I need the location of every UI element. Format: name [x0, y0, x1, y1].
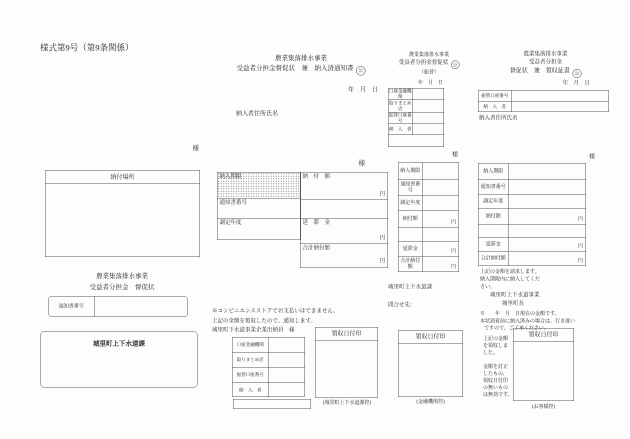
total-label — [399, 257, 423, 272]
request-line2: 納入期限内に納入してくだ — [480, 276, 540, 282]
fiscal-text: 調定年度 — [400, 199, 421, 206]
fiscal-label — [479, 195, 509, 209]
account-value — [269, 368, 305, 383]
table-row — [479, 102, 609, 112]
spare-row — [389, 135, 444, 146]
amount-yen: 円 — [379, 191, 385, 198]
fiscal-text: 調定年度 — [483, 198, 504, 204]
amount-text: 納付額 — [485, 213, 501, 219]
middle-header-line3: （振替） — [419, 69, 439, 75]
payer-label — [479, 102, 512, 112]
payer-label-text: 納 入 者 — [483, 103, 506, 109]
center-header-text: 受益者分担金督促状 兼 納入済通知書 — [236, 64, 354, 72]
payment-place-box — [45, 170, 200, 257]
office-name: 城里町上下水道課 — [92, 339, 145, 347]
fiscal-year-cell — [218, 219, 301, 239]
empty-value — [423, 228, 459, 242]
addressee-sama: 様 — [192, 144, 199, 152]
center-header-line1: 農業集落排水事業 — [274, 54, 327, 62]
total-value — [509, 252, 586, 266]
crossing-note2: ですので、ご了承ください。 — [484, 325, 549, 331]
receipt-note: した。 — [483, 350, 498, 356]
receipt-note: を領収しま — [483, 343, 508, 349]
table-row — [399, 211, 459, 228]
center-header-line2 — [210, 64, 392, 76]
late-text: 延滞金 — [485, 241, 501, 247]
bank-label-text: 口座金融機関 — [389, 88, 412, 99]
receipt-note: したもの、 — [483, 371, 508, 377]
notice-label — [479, 180, 509, 195]
account-label-text: 振替口座番号 — [481, 93, 509, 99]
table-row — [233, 353, 305, 368]
empty-label — [399, 228, 423, 242]
branch-label-text: 取りまとめ店 — [236, 357, 264, 363]
branch-label-text: 取りまとめ店 — [389, 100, 412, 111]
center-payer-label: 納入者住所氏名 — [236, 110, 279, 117]
yen-text: 円 — [451, 248, 456, 254]
branch-label — [389, 100, 413, 113]
payer-label — [389, 124, 413, 135]
table-row — [399, 242, 459, 257]
middle-contact: 問合せ先： — [388, 302, 416, 308]
bank-value — [413, 89, 444, 100]
fiscal-value — [509, 195, 586, 209]
middle-office: 城里町上下水道課 — [388, 284, 432, 290]
payer-label-text: 納 入 者 — [389, 126, 412, 132]
receipt-stamp-label: 領収日付印 — [399, 331, 463, 344]
notice-value — [423, 180, 459, 196]
public-seal-icon: 公 — [451, 61, 460, 70]
middle-bank-table — [388, 88, 444, 147]
right-sama: 様 — [588, 153, 595, 160]
table-row — [233, 368, 305, 383]
right-date: 年 月 日 — [562, 80, 590, 86]
bank-label — [233, 338, 269, 353]
due-label — [479, 164, 509, 180]
empty-cell — [301, 200, 388, 219]
empty-value — [509, 225, 586, 238]
center-table-right — [300, 172, 388, 268]
total-label: 合計納付額 — [302, 245, 330, 251]
account-label — [389, 113, 413, 124]
table-row — [389, 113, 444, 124]
receipt-stamp-label: 領収日付印 — [514, 329, 574, 342]
receipt-note: 金額を訂正 — [483, 364, 508, 370]
total-value — [423, 257, 459, 272]
right-header-line3 — [478, 67, 613, 78]
yen-text: 円 — [451, 219, 456, 225]
amount-label — [399, 211, 423, 228]
payer-label — [233, 383, 269, 398]
late-text: 延滞金 — [402, 245, 418, 252]
table-row — [479, 209, 586, 225]
branch-value — [413, 100, 444, 113]
center-note-received: 上記の金額を領収したので、通知します。 — [212, 318, 316, 324]
table-row — [479, 252, 586, 266]
receipt-note: 上記の金額 — [483, 336, 508, 342]
fiscal-value — [423, 196, 459, 211]
center-sama: 様 — [358, 159, 365, 167]
yen-text: 円 — [451, 264, 456, 270]
receipt-stamp-box-2 — [398, 330, 463, 397]
issuer-mayor: 城里町長 — [502, 300, 524, 307]
middle-header-line1: 農業集落排水事業 — [409, 52, 449, 58]
receipt-note: 領収日付印 — [483, 378, 508, 384]
public-seal-icon: 公 — [572, 69, 581, 78]
due-text: 納入期限 — [400, 167, 421, 174]
amount-value — [423, 211, 459, 228]
table-row — [479, 195, 586, 209]
notice-number-label: 通知書番号 — [219, 199, 247, 206]
late-fee-cell — [301, 219, 388, 245]
copy-caption-bank: (金融機関控) — [416, 399, 445, 405]
table-row — [479, 225, 586, 238]
table-row — [389, 89, 444, 100]
right-header-text: 督促状 兼 領収証書 — [509, 67, 570, 74]
center-date: 年 月 日 — [347, 86, 378, 93]
copy-caption-customer: (お客様控) — [531, 404, 556, 410]
asof-note: ※ 年 月 日現在の金額です。 — [480, 311, 560, 317]
late-label — [479, 238, 509, 252]
table-row — [389, 100, 444, 113]
empty-label — [479, 225, 509, 238]
right-header-line1: 農業集落排水事業 — [523, 51, 568, 57]
notice-text: 通知書番号 — [400, 181, 421, 193]
fiscal-label — [399, 196, 423, 211]
total-text: 合計納付額 — [400, 258, 421, 270]
total-yen: 円 — [379, 258, 385, 265]
due-date-cell — [218, 173, 301, 199]
branch-label — [233, 353, 269, 368]
table-row — [399, 257, 459, 272]
payer-label-text: 納 入 者 — [238, 387, 262, 393]
receipt-stamp-label: 領収日付印 — [316, 328, 378, 341]
receipt-note: は無効です。 — [483, 392, 513, 398]
late-value — [509, 238, 586, 252]
total-text: 合計納付額 — [480, 255, 506, 261]
bank-value — [269, 338, 305, 353]
table-row — [389, 124, 444, 136]
notice-label — [399, 180, 423, 196]
table-row — [399, 180, 459, 196]
middle-header-line2 — [388, 60, 470, 70]
notice-number-box — [48, 296, 188, 317]
due-value — [423, 163, 459, 180]
account-label-text: 振替口座番号 — [389, 112, 412, 123]
public-seal-icon: 公 — [356, 66, 366, 76]
project-title-line2: 受益者分担金 督促状 — [89, 283, 155, 291]
table-row — [479, 164, 586, 180]
late-value — [423, 242, 459, 257]
payment-place-header: 納付場所 — [46, 171, 200, 185]
right-header-line2: 受益者分担金 — [529, 59, 562, 65]
amount-cell — [301, 173, 388, 201]
table-row — [479, 180, 586, 195]
table-row — [233, 338, 305, 353]
table-row — [399, 228, 459, 242]
center-note-convenience: ※コンビニエンスストアでお支払いはできません。 — [212, 308, 339, 314]
request-line3: さい。 — [480, 284, 495, 290]
receipt-stamp-box-1 — [315, 327, 378, 398]
center-spare-field — [233, 399, 311, 409]
receipt-stamp-box-3 — [513, 328, 574, 401]
copy-caption-office: (城里町上下水道課控) — [322, 400, 372, 406]
right-account-table — [478, 90, 609, 112]
center-bank-table — [232, 337, 305, 397]
table-row — [479, 238, 586, 252]
office-box — [40, 331, 198, 388]
branch-value — [269, 353, 305, 368]
notice-number-label: 通知書番号 — [49, 297, 95, 317]
project-title-line1: 農業集落排水事業 — [95, 272, 148, 280]
receipt-note: の無いもの — [483, 385, 508, 391]
form-number: 様式第9号（第9条関係） — [40, 43, 134, 53]
table-row — [399, 163, 459, 180]
notice-text: 通知書番号 — [480, 183, 506, 190]
due-date-label: 納入期限 — [219, 173, 242, 180]
table-row — [479, 91, 609, 102]
late-label — [399, 242, 423, 257]
total-cell — [301, 244, 388, 267]
center-note-treasurer: 城里町下水道事業企業出納員 様 — [212, 327, 295, 333]
account-label-text: 振替口座番号 — [236, 372, 264, 378]
middle-date: 年 月 日 — [418, 80, 443, 86]
payer-value — [512, 102, 609, 112]
middle-main-table — [398, 162, 459, 272]
bank-label — [389, 89, 413, 100]
amount-text: 納付額 — [402, 215, 418, 222]
right-main-table — [478, 163, 586, 266]
due-label — [399, 163, 423, 180]
yen-text: 円 — [578, 243, 583, 249]
center-table-left — [217, 172, 301, 240]
yen-text: 円 — [578, 216, 583, 222]
due-text: 納入期限 — [483, 168, 504, 174]
amount-label — [479, 209, 509, 225]
amount-label: 納 付 額 — [302, 173, 330, 180]
late-fee-yen: 円 — [379, 235, 385, 242]
notice-value — [509, 180, 586, 195]
total-label — [479, 252, 509, 266]
account-label — [233, 368, 269, 383]
bank-label-text: 口座金融機関 — [236, 342, 264, 348]
right-payer-label: 納入者住所氏名 — [479, 115, 518, 121]
account-label — [479, 91, 512, 102]
late-fee-label: 延 滞 金 — [302, 219, 330, 226]
middle-header-text: 受益者分担金督促状 — [398, 59, 449, 66]
request-line1: 上記の金額を請求します。 — [480, 269, 540, 275]
crossing-note1: 本状到着前に納入済みの場合は、行き違い — [480, 318, 575, 324]
account-value — [512, 91, 609, 102]
payer-value — [269, 383, 305, 398]
fiscal-year-label: 調定年度 — [219, 219, 242, 226]
table-row — [233, 383, 305, 398]
middle-sama: 様 — [451, 151, 458, 158]
amount-value — [509, 209, 586, 225]
payer-value — [413, 124, 444, 135]
issuer-business: 城里町上下水道事業 — [490, 292, 540, 298]
yen-text: 円 — [578, 258, 583, 264]
account-value — [413, 113, 444, 124]
notice-number-cell — [218, 199, 301, 219]
due-value — [509, 164, 586, 180]
table-row — [399, 196, 459, 211]
